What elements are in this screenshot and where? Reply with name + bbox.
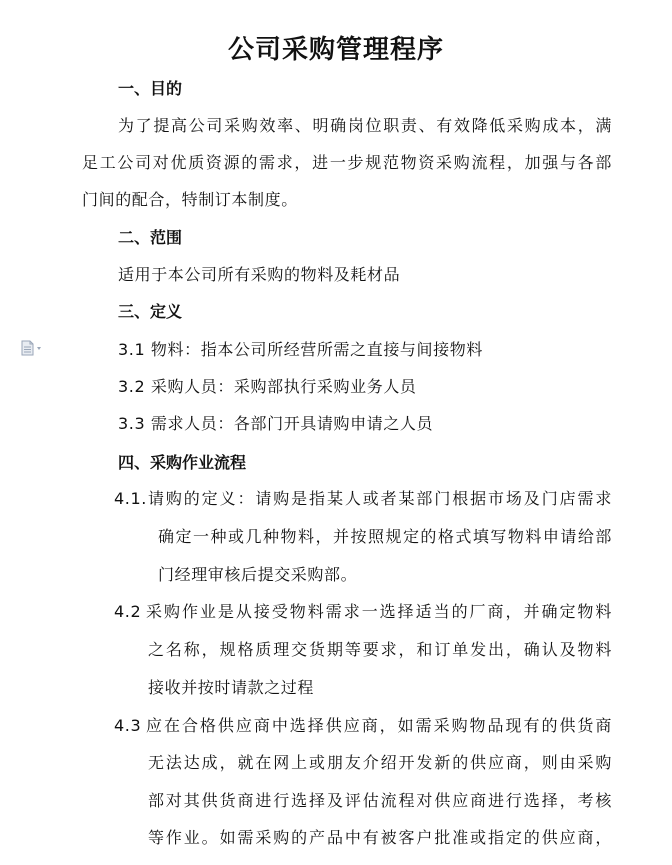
definition-item-1: 3.1 物料：指本公司所经营所需之直接与间接物料: [118, 340, 483, 359]
flow-4-1-line-3: 门经理审核后提交采购部。: [158, 565, 358, 584]
document-page-icon[interactable]: [20, 340, 46, 356]
scope-line-1: 适用于本公司所有采购的物料及耗材品: [118, 265, 401, 284]
definition-item-2: 3.2 采购人员：采购部执行采购业务人员: [118, 377, 417, 396]
section-heading-scope: 二、范围: [118, 228, 183, 247]
purpose-line-2: 足工公司对优质资源的需求，进一步规范物资采购流程，加强与各部: [82, 153, 612, 172]
definition-item-3: 3.3 需求人员：各部门开具请购申请之人员: [118, 414, 434, 433]
flow-4-3-line-3: 部对其供货商进行选择及评估流程对供应商进行选择，考核: [148, 791, 612, 810]
section-heading-purpose: 一、目的: [118, 79, 183, 98]
flow-4-3-line-4: 等作业。如需采购的产品中有被客户批准或指定的供应商，: [148, 828, 612, 847]
flow-item-number: 4.3: [114, 716, 142, 735]
section-heading-definitions: 三、定义: [118, 302, 183, 321]
section-heading-procurement-flow: 四、采购作业流程: [118, 453, 247, 472]
flow-4-1-line-2: 确定一种或几种物料，并按照规定的格式填写物料申请给部: [158, 527, 612, 546]
flow-4-3-line-2: 无法达成，就在网上或朋友介绍开发新的供应商，则由采购: [148, 753, 612, 772]
flow-item-number: 4.1.: [114, 489, 147, 508]
flow-4-1-line-1: 请购的定义：请购是指某人或者某部门根据市场及门店需求: [148, 489, 612, 508]
purpose-line-3: 门间的配合，特制订本制度。: [82, 190, 298, 209]
flow-4-3-line-1: 应在合格供应商中选择供应商，如需采购物品现有的供货商: [146, 716, 612, 735]
flow-item-number: 4.2: [114, 602, 142, 621]
document-title: 公司采购管理程序: [227, 35, 444, 65]
flow-4-2-line-3: 接收并按时请款之过程: [148, 678, 315, 697]
purpose-line-1: 为了提高公司采购效率、明确岗位职责、有效降低采购成本，满: [118, 116, 612, 135]
flow-4-2-line-1: 采购作业是从接受物料需求一选择适当的厂商，并确定物料: [146, 602, 612, 621]
flow-4-2-line-2: 之名称，规格质理交货期等要求，和订单发出，确认及物料: [148, 640, 612, 659]
